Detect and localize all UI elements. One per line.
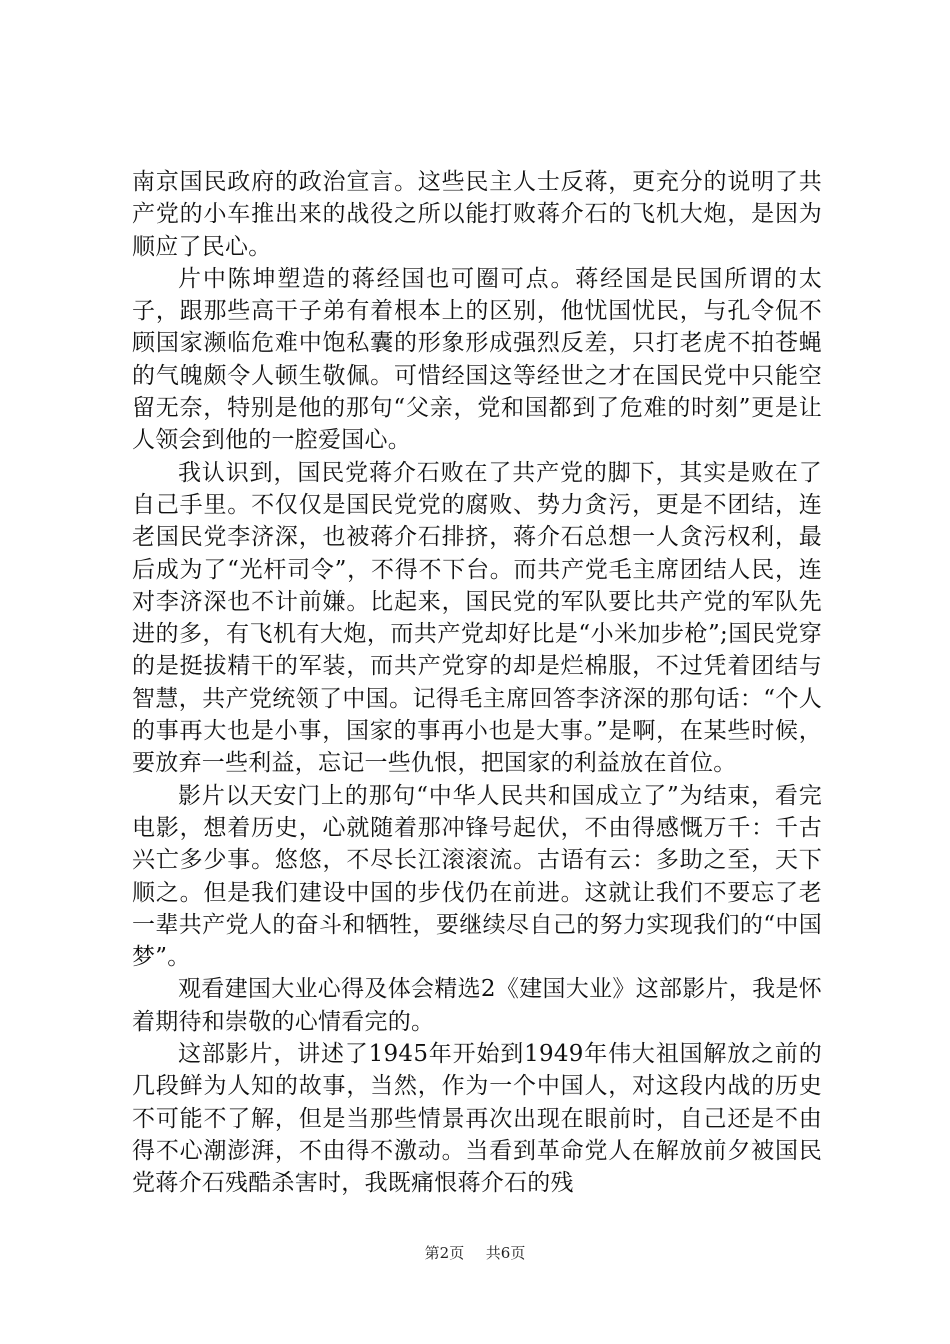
paragraph-4: 影片以天安门上的那句“中华人民共和国成立了”为结束，看完电影，想着历史，心就随着那冲锋号起伏，不由得感慨万千：千古兴亡多少事。悠悠，不尽长江滚滚流。古语有云：多助之至，天下顺之。但是我们建设中国的步伐仍在前进。这就让我们不要忘了老一辈共产党人的奋斗和牺牲，要继续尽自己的努力实现我们的“中国梦”。	[132, 782, 822, 971]
paragraph-3: 我认识到，国民党蒋介石败在了共产党的脚下，其实是败在了自己手里。不仅仅是国民党党的腐败、势力贪污，更是不团结，连老国民党李济深，也被蒋介石排挤，蒋介石总想一人贪污权利，最后成为了“光杆司令”，不得不下台。而共产党毛主席团结人民，连对李济深也不计前嫌。比起来，国民党的军队要比共产党的军队先进的多，有飞机有大炮，而共产党却好比是“小米加步枪”;国民党穿的是挺拔精干的军装，而共产党穿的却是烂棉服，不过凭着团结与智慧，共产党统领了中国。记得毛主席回答李济深的那句话：“个人的事再大也是小事，国家的事再小也是大事。”是啊，在某些时候，要放弃一些利益，忘记一些仇恨，把国家的利益放在首位。	[132, 459, 822, 777]
page-footer	[0, 1243, 950, 1263]
document-body	[132, 166, 822, 1200]
paragraph-6: 这部影片，讲述了1945年开始到1949年伟大祖国解放之前的几段鲜为人知的故事，当然，作为一个中国人，对这段内战的历史不可能不了解，但是当那些情景再次出现在眼前时，自己还是不由得不心潮澎湃，不由得不激动。当看到革命党人在解放前夕被国民党蒋介石残酷杀害时，我既痛恨蒋介石的残	[132, 1041, 822, 1197]
paragraph-1: 南京国民政府的政治宣言。这些民主人士反蒋，更充分的说明了共产党的小车推出来的战役之所以能打败蒋介石的飞机大炮，是因为顺应了民心。	[132, 169, 822, 260]
page-number: 第2页	[424, 1244, 465, 1262]
paragraph-5: 观看建国大业心得及体会精选2《建国大业》这部影片，我是怀着期待和崇敬的心情看完的。	[132, 976, 822, 1035]
paragraph-2: 片中陈坤塑造的蒋经国也可圈可点。蒋经国是民国所谓的太子，跟那些高干子弟有着根本上的区别，他忧国忧民，与孔令侃不顾国家濒临危难中饱私囊的形象形成强烈反差，只打老虎不拍苍蝇的气魄颇令人顿生敬佩。可惜经国这等经世之才在国民党中只能空留无奈，特别是他的那句“父亲，党和国都到了危难的时刻”更是让人领会到他的一腔爱国心。	[132, 265, 822, 454]
page-total: 共6页	[485, 1244, 526, 1262]
